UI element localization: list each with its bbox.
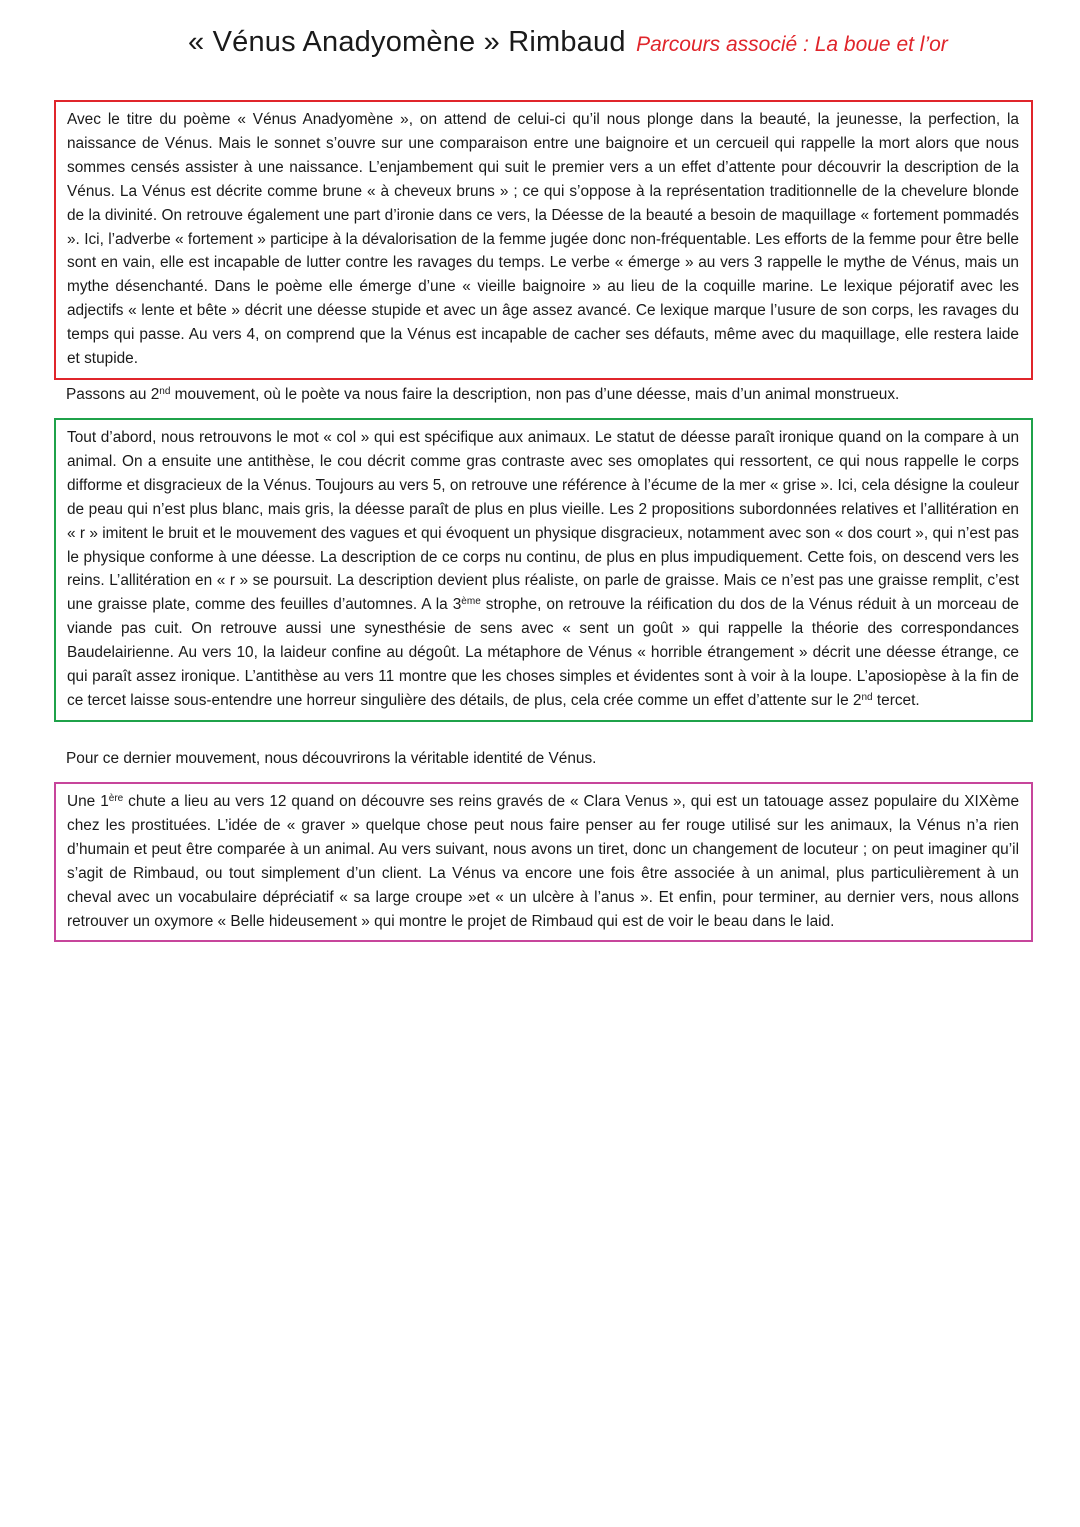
section2-box <box>54 418 1033 722</box>
page-subtitle: Parcours associé : La boue et l’or <box>636 33 948 56</box>
section3-paragraph: Une 1ère chute a lieu au vers 12 quand on découvre ses reins gravés de « Clara Venus », qui est un tatouage assez populaire du XIXème chez les prostituées. L’idée de « graver » quelque chose peut nous faire penser au fer rouge utilisé sur les animaux, la Vénus n’a rien d’humain et peut être comparée à un animal. Au vers suivant, nous avons un tiret, donc un changement de locuteur ; on peut imaginer qu’il s’agit de Rimbaud, ou tout simplement d’un client. La Vénus va encore une fois être associée à un animal, plus particulièrement à un cheval avec un vocabulaire dépréciatif « sa large croupe »et « un ulcère à l’anus ». Et enfin, pour terminer, au dernier vers, nous allons retrouver un oxymore « Belle hideusement » qui montre le projet de Rimbaud qui est de voir le beau dans le laid. <box>67 793 1020 930</box>
section2-paragraph: Tout d’abord, nous retrouvons le mot « col » qui est spécifique aux animaux. Le statut de déesse paraît ironique quand on la compare à un animal. On a ensuite une antithèse, le cou décrit comme gras contraste avec ses omoplates qui ressortent, ce qui nous rappelle le corps difforme et disgracieux de la Vénus. Toujours au vers 5, on retrouve une référence à l’écume de la mer « grise ». Ici, cela désigne la couleur de peau qui n’est plus blanc, mais gris, la déesse paraît de plus en plus vieille. Les 2 propositions subordonnées relatives et l’allitération en « r » imitent le bruit et le mouvement des vagues et qui évoquent un physique disgracieux, notamment avec son « dos court », qui n’est pas le physique conforme à une déesse. La description de ce corps nu continu, de plus en plus impudiquement. Cette fois, on descend vers les reins. L’allitération en « r » se poursuit. La description devient plus réaliste, on parle de graisse. Mais ce n’est pas une graisse remplit, c’est une graisse plate, comme des feuilles d’automnes. A la 3ème strophe, on retrouve la réification du dos de la Vénus réduit à un morceau de viande pas cuit. On retrouve aussi une synesthésie de sens avec « sent un goût » qui rappelle la théorie des correspondances Baudelairienne. Au vers 10, la laideur confine au dégoût. La métaphore de Vénus « horrible étrangement » décrit une déesse étrange, ce qui paraît assez ironique. L’antithèse au vers 11 montre que les choses simples et évidentes sont à voir à la loupe. L’aposiopèse à la fin de ce tercet laisse sous-entendre une horreur singulière des détails, de plus, cela crée comme un effet d’attente sur le 2nd tercet. <box>67 429 1019 709</box>
page-header <box>188 26 948 59</box>
section3-box <box>54 782 1033 942</box>
transition1-text: Passons au 2nd mouvement, où le poète va nous faire la description, non pas d’une déesse, mais d’un animal monstrueux. <box>66 386 900 403</box>
section1-paragraph: Avec le titre du poème « Vénus Anadyomène », on attend de celui-ci qu’il nous plonge dans la beauté, la jeunesse, la perfection, la naissance de Vénus. Mais le sonnet s’ouvre sur une comparaison entre une baignoire et un cercueil qui rappelle la mort alors que nous sommes censés assister à une naissance. L’enjambement qui suit le premier vers a un effet d’attente pour découvrir la description de la Vénus. La Vénus est décrite comme brune « à cheveux bruns » ; ce qui s’oppose à la représentation traditionnelle de la chevelure blonde de la divinité. On retrouve également une part d’ironie dans ce vers, la Déesse de la beauté a besoin de maquillage « fortement pommadés ». Ici, l’adverbe « fortement » participe à la dévalorisation de la femme jugée donc non-fréquentable. Les efforts de la femme pour être belle sont en vain, elle est incapable de lutter contre les ravages du temps. Le verbe « émerge » au vers 3 rappelle le mythe de Vénus, mais un mythe désenchanté. Dans le poème elle émerge d’une « vieille baignoire » au lieu de la coquille marine. Le lexique péjoratif avec les adjectifs « lente et bête » décrit une déesse stupide et avec un âge assez avancé. Ce lexique marque l’usure de son corps, les ravages du temps qui passe. Au vers 4, on comprend que la Vénus est incapable de cacher ses défauts, même avec du maquillage, elle restera laide et stupide. <box>67 111 1019 368</box>
transition2-text: Pour ce dernier mouvement, nous découvrirons la véritable identité de Vénus. <box>66 750 597 767</box>
page-title: « Vénus Anadyomène » Rimbaud <box>188 26 626 58</box>
section1-box <box>54 100 1033 380</box>
